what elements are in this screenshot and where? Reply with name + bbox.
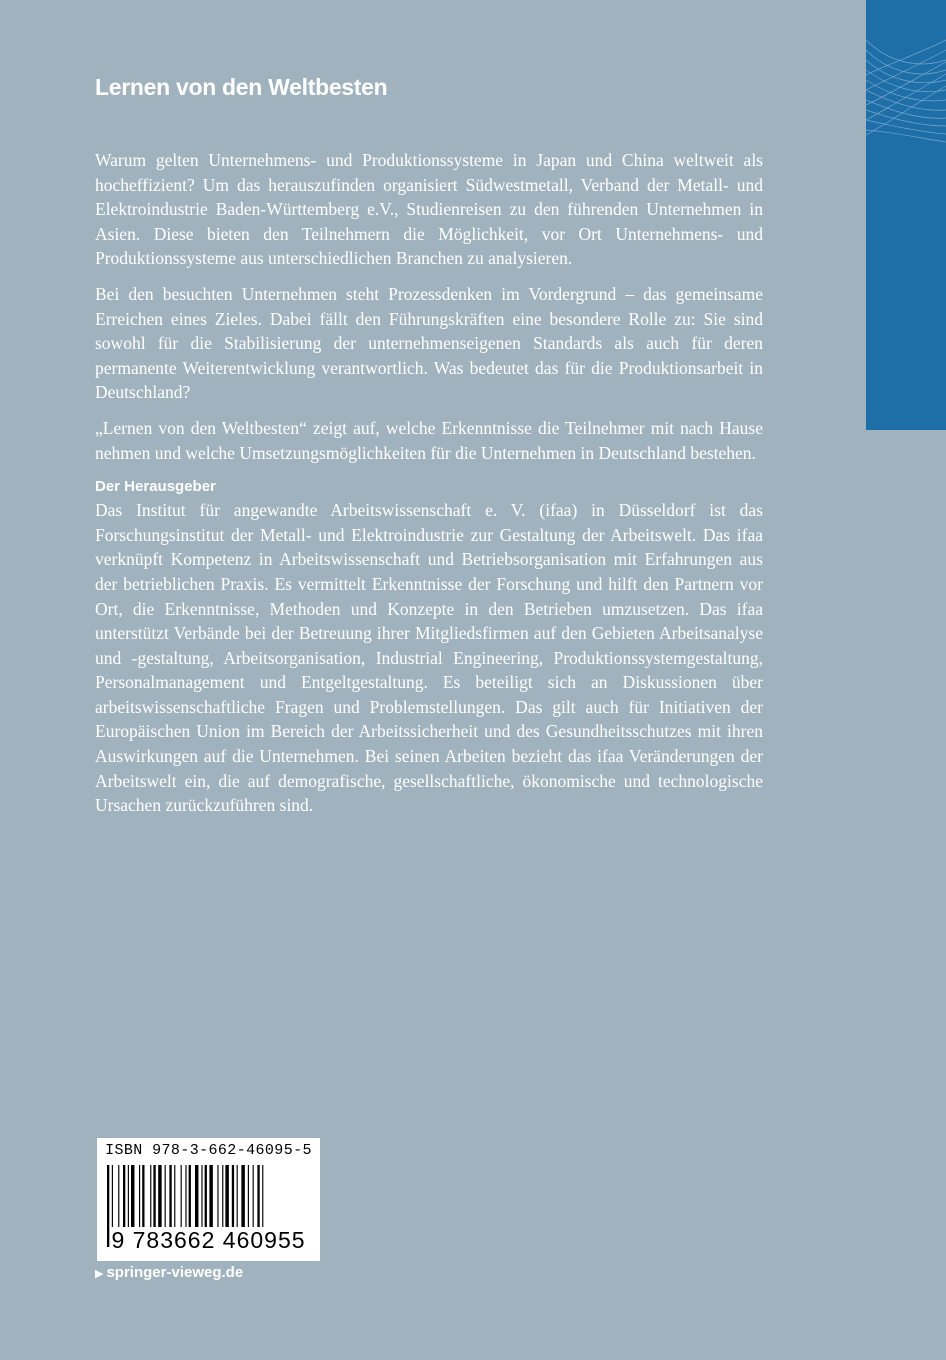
barcode <box>97 1138 320 1261</box>
book-title: Lernen von den Weltbesten <box>95 74 388 100</box>
triangle-right-icon: ▶ <box>95 1268 104 1280</box>
blurb-paragraph-1: Warum gelten Unternehmens- und Produktionssysteme in Japan und China weltweit als hocheffizient? Um das herauszufinden organisiert Südwestmetall, Verband der Metall- und Elektroindustrie Baden-Württemberg e.V., Studienreisen zu den führenden Unternehmen in Asien. Diese bieten den Teilnehmern die Möglichkeit, vor Ort Unternehmens- und Produktionssysteme aus unterschiedlichen Branchen zu analysieren. <box>95 150 763 269</box>
blurb-paragraph-3: „Lernen von den Weltbesten“ zeigt auf, welche Erkenntnisse die Teilnehmer mit nach Hause nehmen und welche Umsetzungsmöglichkeiten für die Unternehmen in Deutschland bestehen. <box>95 417 763 463</box>
publisher-url: springer-vieweg.de <box>106 1264 244 1281</box>
publisher-description: Das Institut für angewandte Arbeitswissenschaft e. V. (ifaa) in Düsseldorf ist das Forschungsinstitut der Metall- und Elektroindustrie zur Gestaltung der Arbeitswelt. Das ifaa verknüpft Kompetenz in Arbeitswissenschaft und Betriebsorganisation mit Erfahrungen aus der betrieblichen Praxis. Es vermittelt Erkenntnisse der Forschung und hilft den Partnern vor Ort, die Erkenntnisse, Methoden und Konzepte in den Betrieben umzusetzen. Das ifaa unterstützt Verbände bei der Betreuung ihrer Mitgliedsfirmen auf den Gebieten Arbeitsanalyse und -gestaltung, Arbeitsorganisation, Industrial Engineering, Produktionssystemgestaltung, Personalmanagement und Entgeltgestaltung. Es beteiligt sich an Diskussionen über arbeitswissenschaftliche Fragen und Problemstellungen. Das gilt auch für Initiativen der Europäischen Union im Bereich der Arbeitssicherheit und des Gesundheitsschutzes mit ihren Auswirkungen auf die Unternehmen. Bei seinen Arbeiten bezieht das ifaa Veränderungen der Arbeitswelt ein, die auf demografische, gesellschaftliche, ökonomische und technologische Ursachen zurückzuführen sind. <box>95 500 763 816</box>
publisher-heading: Der Herausgeber <box>95 478 216 496</box>
wave-pattern-icon <box>866 0 946 430</box>
cover-accent-band <box>866 0 946 430</box>
blurb-paragraph-2: Bei den besuchten Unternehmen steht Prozessdenken im Vordergrund – das gemeinsame Erreichen eines Zieles. Dabei fällt den Führungskräften eine besondere Rolle zu: Sie sind sowohl für die Stabilisierung der unternehmenseigenen Standards als auch für deren permanente Weiterentwicklung verantwortlich. Was bedeutet das für die Produktionsarbeit in Deutschland? <box>95 283 763 403</box>
publisher-link[interactable] <box>95 1264 243 1281</box>
blurb <box>95 148 763 829</box>
isbn-label: ISBN 978-3-662-46095-5 <box>105 1142 312 1159</box>
barcode-digits: 9 783662 460955 <box>111 1227 306 1253</box>
